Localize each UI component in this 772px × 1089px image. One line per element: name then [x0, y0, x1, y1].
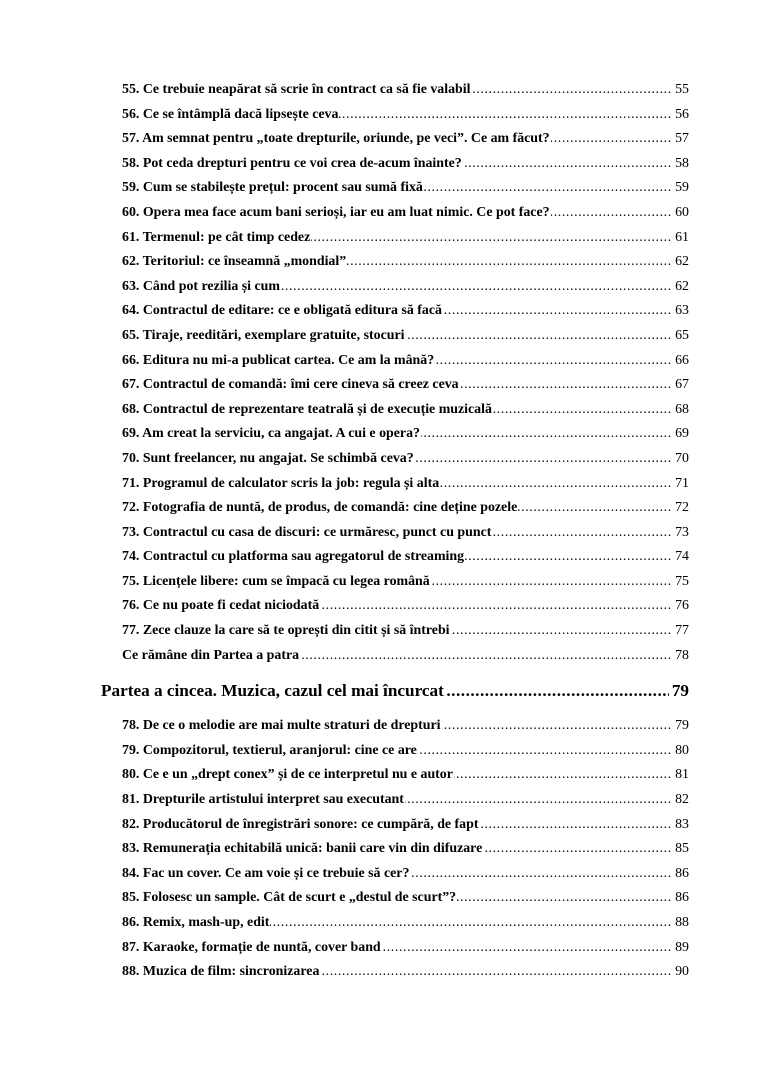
entry-page-number: 63 — [672, 299, 689, 324]
table-of-contents — [0, 78, 772, 985]
entry-page-number: 73 — [672, 521, 689, 546]
toc-section-part-five — [0, 714, 772, 985]
entry-title: 75. Licențele libere: cum se împacă cu legea română — [122, 570, 431, 595]
entry-title: 74. Contractul cu platforma sau agregatorul de streaming — [122, 545, 465, 570]
toc-entry — [122, 78, 689, 103]
toc-entry — [122, 447, 689, 472]
toc-entry — [122, 324, 689, 349]
entry-page-number: 56 — [672, 103, 689, 128]
entry-page-number: 58 — [672, 152, 689, 177]
entry-title: 59. Cum se stabilește prețul: procent sau sumă fixă — [122, 176, 424, 201]
toc-entry — [122, 373, 689, 398]
entry-title: 71. Programul de calculator scris la job: regula și alta — [122, 472, 440, 497]
entry-title: 70. Sunt freelancer, nu angajat. Se schimbă ceva? — [122, 447, 415, 472]
toc-entry — [122, 545, 689, 570]
toc-section-part-four — [0, 78, 772, 668]
entry-title: 57. Am semnat pentru „toate drepturile, oriunde, pe veci”. Ce am făcut? — [122, 127, 551, 152]
entry-page-number: 62 — [672, 275, 689, 300]
entry-page-number: 57 — [672, 127, 689, 152]
entry-title: 83. Remunerația echitabilă unică: banii care vin din difuzare — [122, 837, 483, 862]
entry-page-number: 62 — [672, 250, 689, 275]
entry-page-number: 70 — [672, 447, 689, 472]
toc-entry — [122, 349, 689, 374]
entry-page-number: 80 — [672, 739, 689, 764]
entry-title: 84. Fac un cover. Ce am voie și ce trebuie să cer? — [122, 862, 410, 887]
entry-title: 68. Contractul de reprezentare teatrală și de execuție muzicală — [122, 398, 493, 423]
toc-entry — [122, 644, 689, 669]
toc-entry — [122, 250, 689, 275]
entry-page-number: 76 — [672, 594, 689, 619]
entry-title: 62. Teritoriul: ce înseamnă „mondial” — [122, 250, 347, 275]
toc-entry — [122, 176, 689, 201]
toc-entry — [122, 862, 689, 887]
entry-title: 69. Am creat la serviciu, ca angajat. A cui e opera? — [122, 422, 421, 447]
entry-title: 86. Remix, mash-up, edit — [122, 911, 270, 936]
toc-entry — [122, 398, 689, 423]
entry-page-number: 67 — [672, 373, 689, 398]
entry-title: 81. Drepturile artistului interpret sau executant — [122, 788, 405, 813]
entry-title: 73. Contractul cu casa de discuri: ce urmăresc, punct cu punct — [122, 521, 492, 546]
part-page-number: 79 — [669, 668, 689, 714]
entry-page-number: 83 — [672, 813, 689, 838]
entry-page-number: 71 — [672, 472, 689, 497]
toc-entry — [122, 886, 689, 911]
toc-entry — [122, 837, 689, 862]
entry-title: 66. Editura nu mi-a publicat cartea. Ce am la mână? — [122, 349, 435, 374]
toc-entry — [122, 763, 689, 788]
toc-entry — [122, 226, 689, 251]
entry-title: 85. Folosesc un sample. Cât de scurt e „destul de scurt”? — [122, 886, 457, 911]
entry-page-number: 79 — [672, 714, 689, 739]
toc-entry — [122, 152, 689, 177]
entry-title: 82. Producătorul de înregistrări sonore: ce cumpără, de fapt — [122, 813, 479, 838]
toc-part-heading — [101, 668, 689, 714]
toc-entry — [122, 496, 689, 521]
entry-page-number: 90 — [672, 960, 689, 985]
toc-entry — [122, 103, 689, 128]
entry-title: 63. Când pot rezilia și cum — [122, 275, 281, 300]
entry-page-number: 59 — [672, 176, 689, 201]
entry-title: 76. Ce nu poate fi cedat niciodată — [122, 594, 320, 619]
toc-entry — [122, 201, 689, 226]
entry-page-number: 75 — [672, 570, 689, 595]
part-title: Partea a cincea. Muzica, cazul cel mai încurcat — [101, 668, 446, 714]
entry-page-number: 85 — [672, 837, 689, 862]
entry-page-number: 74 — [672, 545, 689, 570]
entry-page-number: 77 — [672, 619, 689, 644]
toc-entry — [122, 936, 689, 961]
entry-title: 67. Contractul de comandă: îmi cere cineva să creez ceva — [122, 373, 460, 398]
entry-page-number: 82 — [672, 788, 689, 813]
entry-title: 88. Muzica de film: sincronizarea — [122, 960, 320, 985]
entry-page-number: 86 — [672, 862, 689, 887]
entry-page-number: 69 — [672, 422, 689, 447]
entry-title: 64. Contractul de editare: ce e obligată editura să facă — [122, 299, 443, 324]
entry-title: 72. Fotografia de nuntă, de produs, de comandă: cine deține pozele — [122, 496, 518, 521]
entry-title: 61. Termenul: pe cât timp cedez — [122, 226, 311, 251]
toc-entry — [122, 521, 689, 546]
entry-title: 55. Ce trebuie neapărat să scrie în contract ca să fie valabil — [122, 78, 472, 103]
entry-page-number: 68 — [672, 398, 689, 423]
toc-entry — [122, 619, 689, 644]
toc-entry — [122, 788, 689, 813]
entry-page-number: 78 — [672, 644, 689, 669]
entry-page-number: 55 — [672, 78, 689, 103]
entry-title: 56. Ce se întâmplă dacă lipsește ceva — [122, 103, 339, 128]
entry-page-number: 72 — [672, 496, 689, 521]
toc-entry — [122, 813, 689, 838]
toc-entry — [122, 739, 689, 764]
entry-title: 80. Ce e un „drept conex” și de ce interpretul nu e autor — [122, 763, 454, 788]
entry-title: 79. Compozitorul, textierul, aranjorul: cine ce are — [122, 739, 418, 764]
toc-entry — [122, 472, 689, 497]
entry-page-number: 88 — [672, 911, 689, 936]
entry-title: 60. Opera mea face acum bani serioși, iar eu am luat nimic. Ce pot face? — [122, 201, 551, 226]
entry-page-number: 81 — [672, 763, 689, 788]
entry-page-number: 66 — [672, 349, 689, 374]
entry-page-number: 86 — [672, 886, 689, 911]
toc-entry — [122, 714, 689, 739]
toc-entry — [122, 570, 689, 595]
toc-entry — [122, 422, 689, 447]
entry-page-number: 89 — [672, 936, 689, 961]
toc-entry — [122, 960, 689, 985]
entry-title: 78. De ce o melodie are mai multe straturi de drepturi — [122, 714, 442, 739]
toc-entry — [122, 275, 689, 300]
entry-title: 77. Zece clauze la care să te oprești din citit și să întrebi — [122, 619, 451, 644]
entry-page-number: 60 — [672, 201, 689, 226]
toc-entry — [122, 594, 689, 619]
entry-title: 87. Karaoke, formație de nuntă, cover band — [122, 936, 382, 961]
toc-entry — [122, 127, 689, 152]
entry-title: Ce rămâne din Partea a patra — [122, 644, 300, 669]
entry-title: 58. Pot ceda drepturi pentru ce voi crea de-acum înainte? — [122, 152, 463, 177]
entry-page-number: 61 — [672, 226, 689, 251]
toc-entry — [122, 299, 689, 324]
entry-page-number: 65 — [672, 324, 689, 349]
entry-title: 65. Tiraje, reeditări, exemplare gratuite, stocuri — [122, 324, 406, 349]
toc-entry — [122, 911, 689, 936]
